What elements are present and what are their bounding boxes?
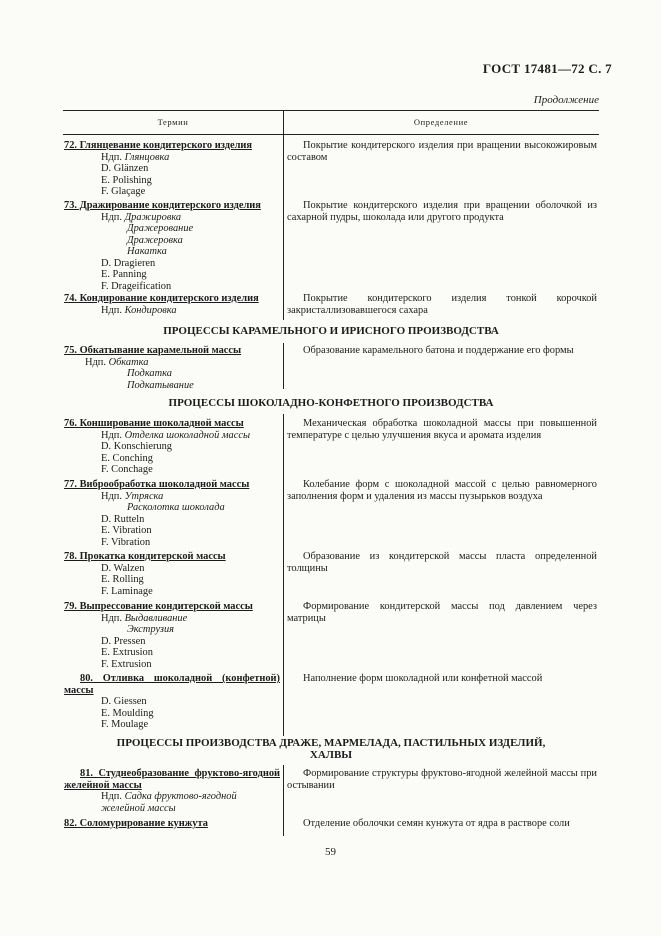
term-title: 79. Выпрессование кондитерской массы bbox=[64, 601, 253, 612]
foreign-term: F. Moulage bbox=[101, 719, 149, 730]
definition-cell: Образование из кондитерской массы пласта определенной толщины bbox=[287, 551, 597, 574]
term-title: 73. Дражирование кондитерского изделия bbox=[64, 200, 261, 211]
term-cell bbox=[64, 293, 280, 316]
term-cell bbox=[64, 418, 280, 476]
ndp-label: Ндп. bbox=[101, 429, 122, 441]
foreign-term: D. Glänzen bbox=[101, 163, 149, 174]
foreign-term: F. Conchage bbox=[101, 464, 153, 475]
definition-cell: Образование карамельного батона и поддержание его формы bbox=[303, 345, 574, 356]
ndp-term: Подкатка bbox=[127, 368, 172, 379]
foreign-term: F. Extrusion bbox=[101, 658, 152, 670]
ndp-label: Ндп. bbox=[101, 211, 122, 223]
page-number: 59 bbox=[325, 846, 336, 858]
section-heading: ПРОЦЕССЫ КАРАМЕЛЬНОГО И ИРИСНОГО ПРОИЗВОДСТВА bbox=[163, 325, 499, 337]
ndp-label: Ндп. bbox=[101, 304, 122, 316]
ndp-label: Ндп. bbox=[101, 151, 122, 163]
ndp-label: Ндп. bbox=[101, 791, 122, 802]
column-divider bbox=[283, 414, 284, 736]
foreign-term: E. Vibration bbox=[101, 525, 152, 536]
ndp-label: Ндп. bbox=[101, 490, 122, 502]
definition-cell: Наполнение форм шоколадной или конфетной массой bbox=[303, 673, 543, 684]
section-heading-text: ПРОЦЕССЫ ПРОИЗВОДСТВА ДРАЖЕ, МАРМЕЛАДА, ПАСТИЛЬНЫХ ИЗДЕЛИЙ, ХАЛВЫ bbox=[116, 737, 546, 761]
definition-cell: Механическая обработка шоколадной массы при повышенной температуре с целью улучшения вкуса и аромата изделия bbox=[287, 418, 597, 441]
ndp-term: Дражерование bbox=[127, 223, 194, 234]
section-heading bbox=[63, 737, 599, 761]
definition-cell: Покрытие кондитерского изделия при вращении оболочкой из сахарной пудры, шоколада или другого продукта bbox=[287, 200, 597, 223]
term-title: 81. Студнеобразование фруктово-ягодной желейной массы bbox=[64, 768, 280, 791]
ndp-term: Расколотка шоколада bbox=[127, 502, 225, 513]
foreign-term: D. Rutteln bbox=[101, 513, 145, 525]
ndp-term: Выдавливание bbox=[124, 612, 188, 624]
column-divider bbox=[283, 343, 284, 389]
ndp-term: Подкатывание bbox=[127, 379, 194, 391]
foreign-term: E. Panning bbox=[101, 269, 147, 280]
foreign-term: E. Polishing bbox=[101, 174, 152, 186]
foreign-term: D. Walzen bbox=[101, 562, 145, 574]
ndp-label: Ндп. bbox=[101, 612, 122, 624]
foreign-term: F. Laminage bbox=[101, 585, 153, 597]
definition-cell: Отделение оболочки семян кунжута от ядра в растворе соли bbox=[303, 818, 570, 829]
foreign-term: D. Giessen bbox=[101, 696, 147, 707]
term-cell bbox=[64, 479, 280, 548]
continuation-label: Продолжение bbox=[533, 94, 599, 106]
ndp-term: Утряска bbox=[124, 490, 164, 502]
ndp-term: Отделка шоколадной массы bbox=[124, 429, 251, 441]
term-cell bbox=[64, 200, 280, 292]
ndp-line bbox=[64, 613, 280, 625]
foreign-term: E. Conching bbox=[101, 452, 153, 464]
table-header-border bbox=[63, 134, 599, 135]
ndp-term: Накатка bbox=[127, 246, 167, 257]
ndp-term: Дражировка bbox=[124, 211, 182, 223]
ndp-term: Глянцовка bbox=[124, 151, 170, 163]
definition-cell: Покрытие кондитерского изделия тонкой корочкой закристаллизовавшегося сахара bbox=[287, 293, 597, 316]
term-title: 82. Соломурирование кунжута bbox=[64, 818, 208, 829]
term-cell bbox=[64, 601, 280, 670]
column-header-definition: Определение bbox=[413, 117, 469, 127]
term-cell bbox=[64, 768, 280, 814]
term-title: 77. Виброобработка шоколадной массы bbox=[64, 479, 250, 490]
definition-cell: Формирование кондитерской массы под давлением через матрицы bbox=[287, 601, 597, 624]
foreign-term: D. Pressen bbox=[101, 635, 146, 647]
term-title: 78. Прокатка кондитерской массы bbox=[64, 551, 226, 562]
term-cell bbox=[64, 818, 280, 830]
document-header: ГОСТ 17481—72 С. 7 bbox=[482, 61, 612, 76]
column-header-term: Термин bbox=[157, 117, 189, 127]
term-title: 74. Кондирование кондитерского изделия bbox=[64, 293, 259, 304]
foreign-term: E. Rolling bbox=[101, 574, 144, 585]
ndp-line bbox=[64, 305, 280, 317]
foreign-term: F. Glaçage bbox=[101, 186, 146, 197]
foreign-term: E. Moulding bbox=[101, 707, 154, 719]
term-cell bbox=[64, 551, 280, 597]
ndp-line bbox=[64, 491, 280, 503]
ndp-line bbox=[64, 430, 280, 442]
ndp-term: Обкатка bbox=[108, 356, 149, 368]
definition-cell: Покрытие кондитерского изделия при вращении высокожировым составом bbox=[287, 140, 597, 163]
foreign-term: E. Extrusion bbox=[101, 647, 153, 658]
ndp-term: Дражеровка bbox=[127, 234, 183, 246]
table-top-border bbox=[63, 110, 599, 111]
foreign-term: D. Konschierung bbox=[101, 441, 172, 452]
ndp-line bbox=[64, 152, 280, 164]
term-cell bbox=[64, 140, 280, 198]
ndp-term: Кондировка bbox=[124, 304, 177, 316]
foreign-term: F. Vibration bbox=[101, 536, 151, 548]
definition-cell: Колебание форм с шоколадной массой с целью равномерного заполнения форм и удаления из массы пузырьков воздуха bbox=[287, 479, 597, 502]
ndp-label: Ндп. bbox=[85, 356, 106, 368]
term-cell bbox=[64, 673, 280, 731]
term-title: 75. Обкатывание карамельной массы bbox=[64, 345, 242, 356]
column-divider bbox=[283, 765, 284, 836]
column-divider bbox=[283, 110, 284, 320]
definition-cell: Формирование структуры фруктово-ягодной желейной массы при остывании bbox=[287, 768, 597, 791]
section-heading: ПРОЦЕССЫ ШОКОЛАДНО-КОНФЕТНОГО ПРОИЗВОДСТВА bbox=[168, 397, 494, 409]
term-cell bbox=[64, 345, 280, 391]
term-title: 72. Глянцевание кондитерского изделия bbox=[64, 140, 253, 151]
foreign-term: F. Drageification bbox=[101, 280, 172, 292]
foreign-term: D. Dragieren bbox=[101, 257, 156, 269]
ndp-term: Садка фруктово-ягодной желейной массы bbox=[101, 791, 237, 814]
ndp-line bbox=[64, 791, 280, 814]
term-title: 80. Отливка шоколадной (конфетной) массы bbox=[64, 673, 280, 696]
ndp-term: Экструзия bbox=[127, 624, 174, 635]
ndp-line bbox=[64, 212, 280, 224]
ndp-line bbox=[64, 357, 280, 369]
term-title: 76. Конширование шоколадной массы bbox=[64, 418, 244, 429]
